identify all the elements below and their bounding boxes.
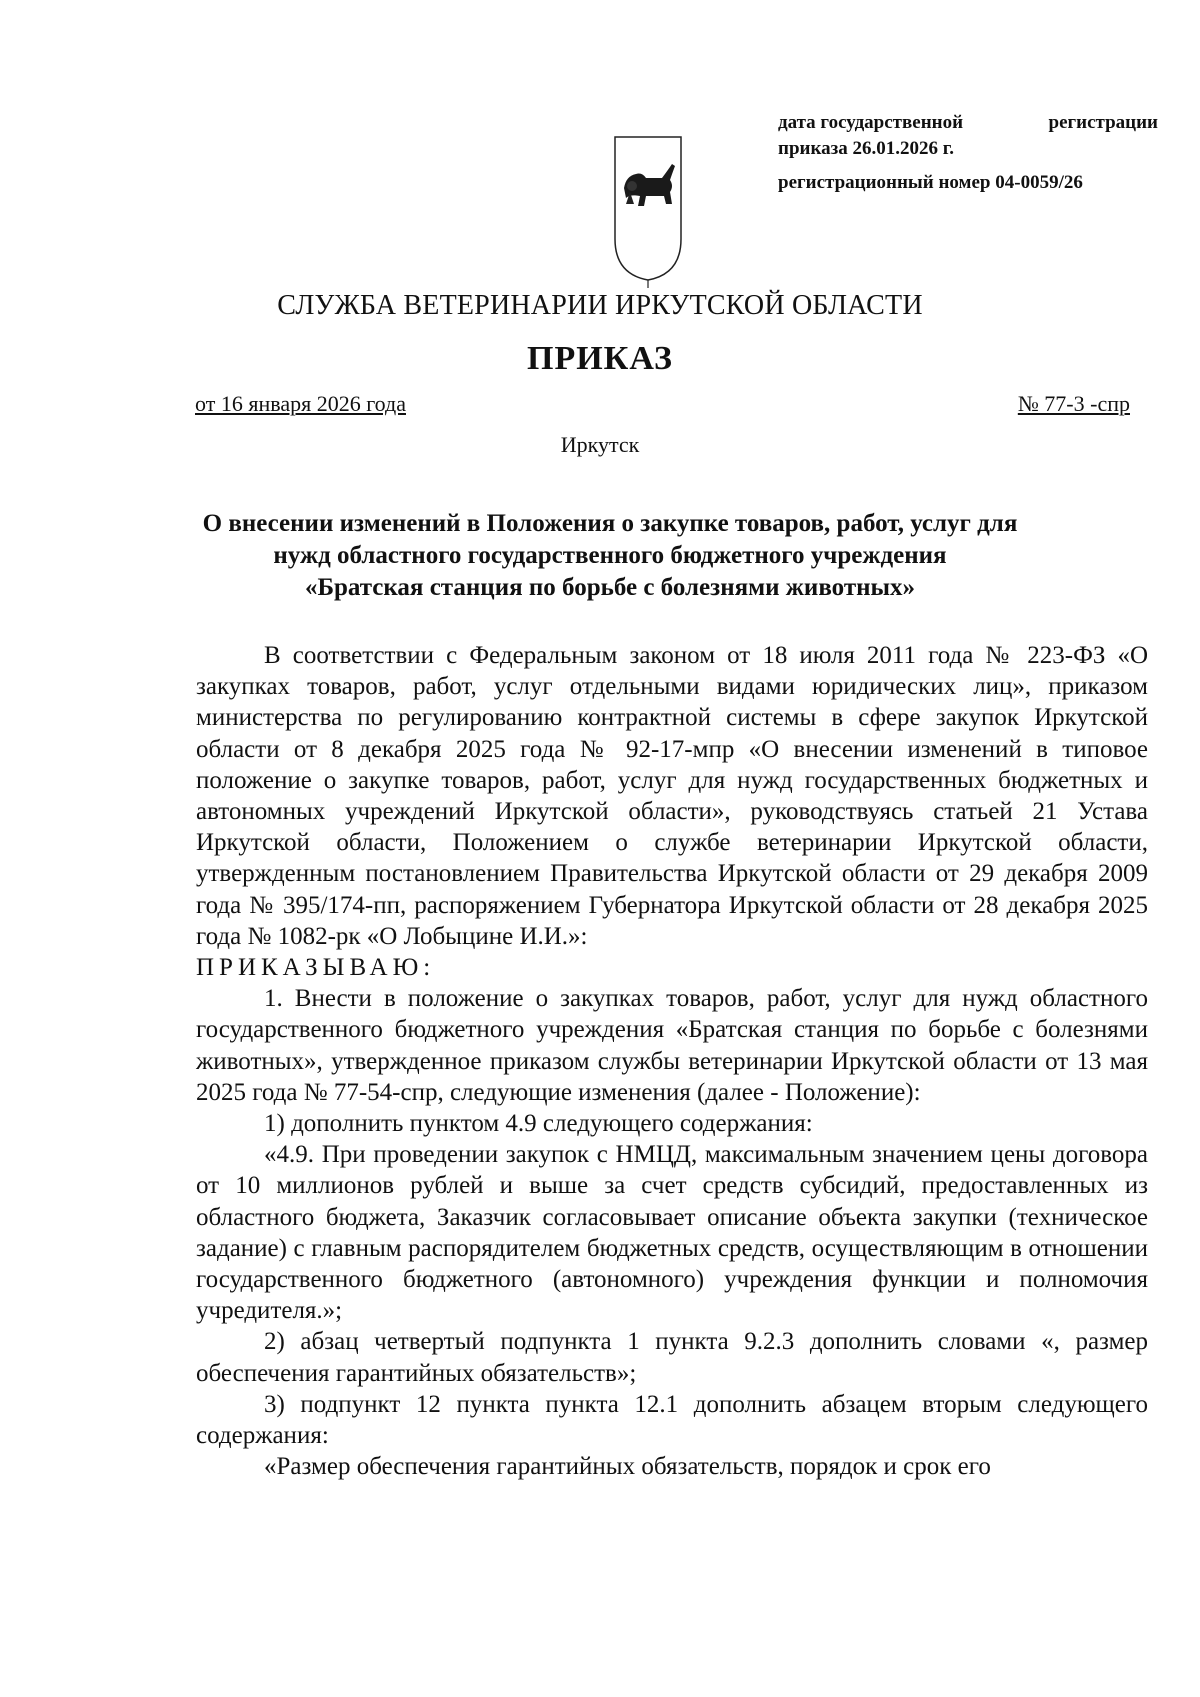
registration-number: регистрационный номер 04-0059/26 xyxy=(778,172,1083,193)
registration-stamp xyxy=(778,110,1158,196)
clause-paragraph: 1. Внести в положение о закупках товаров, работ, услуг для нужд областного государственного бюджетного учреждения «Братская станция по борьбе с болезнями животных», утвержденное приказом службы ветеринарии Иркутской области от 13 мая 2025 года № 77-54-спр, следующие изменения (далее - Положение): xyxy=(196,985,1148,1106)
document-body xyxy=(196,640,1148,1482)
clause-paragraph: 1) дополнить пунктом 4.9 следующего содержания: xyxy=(264,1110,813,1138)
clause-paragraph: 3) подпункт 12 пункта пункта 12.1 дополнить абзацем вторым следующего содержания: xyxy=(196,1390,1148,1450)
registration-line-1 xyxy=(778,110,1158,136)
registration-date: приказа 26.01.2026 г. xyxy=(778,138,954,159)
order-number: № 77-3 -спр xyxy=(1017,391,1130,416)
title-line: нужд областного государственного бюджетного учреждения xyxy=(273,542,947,569)
registration-word: регистрации xyxy=(1048,112,1158,133)
clause-paragraph: «4.9. При проведении закупок с НМЦД, максимальным значением цены договора от 10 миллионов рублей и выше за счет средств субсидий, предоставленных из областного бюджета, Заказчик согласовывает описание объекта закупки (техническое задание) с главным распорядителем бюджетных средств, осуществляющим в отношении государственного бюджетного (автономного) учреждения функции и полномочия учредителя.»; xyxy=(196,1141,1148,1325)
city: Иркутск xyxy=(560,432,640,457)
clause-paragraph: «Размер обеспечения гарантийных обязательств, порядок и срок его xyxy=(264,1453,991,1481)
document-title xyxy=(170,508,1050,604)
agency-name: СЛУЖБА ВЕТЕРИНАРИИ ИРКУТСКОЙ ОБЛАСТИ xyxy=(277,290,923,321)
order-date: от 16 января 2026 года xyxy=(195,391,406,416)
order-word: ПРИКАЗЫВАЮ: xyxy=(196,954,436,982)
preamble-paragraph: В соответствии с Федеральным законом от 18 июля 2011 года № 223-ФЗ «О закупках товаров, работ, услуг отдельными видами юридических лиц», приказом министерства по регулированию контрактной системы в сфере закупок Иркутской области от 8 декабря 2025 года № 92-17-мпр «О внесении изменений в типовое положение о закупке товаров, работ, услуг для нужд государственных бюджетных и автономных учреждений Иркутской области», руководствуясь статьей 21 Устава Иркутской области, Положением о службе ветеринарии Иркутской области, утвержденным постановлением Правительства Иркутской области от 29 декабря 2009 года № 395/174-пп, распоряжением Губернатора Иркутской области от 28 декабря 2025 года № 1082-рк «О Лобыцине И.И.»: xyxy=(196,642,1148,950)
clause-paragraph: 2) абзац четвертый подпункта 1 пункта 9.2.3 дополнить словами «, размер обеспечения гарантийных обязательств»; xyxy=(196,1328,1148,1387)
document-type: ПРИКАЗ xyxy=(527,340,673,377)
coat-of-arms-icon xyxy=(612,134,684,290)
title-line: О внесении изменений в Положения о закупке товаров, работ, услуг для xyxy=(202,510,1018,537)
registration-date-label: дата государственной xyxy=(778,112,964,133)
title-line: «Братская станция по борьбе с болезнями животных» xyxy=(304,574,916,601)
